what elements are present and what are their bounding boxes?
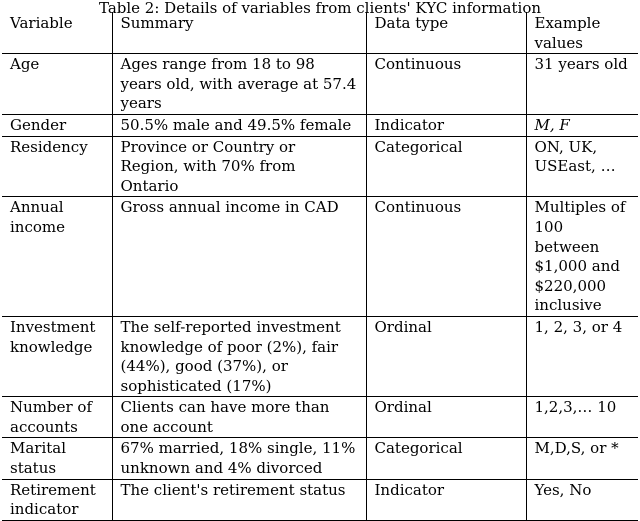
table-row bbox=[2, 438, 638, 479]
cell-data-type: Indicator bbox=[366, 479, 526, 520]
cell-variable: Retirement indicator bbox=[2, 479, 112, 520]
cell-example: M,D,S, or * bbox=[526, 438, 638, 479]
cell-variable: Annual income bbox=[2, 197, 112, 317]
cell-example: 1,2,3,… 10 bbox=[526, 397, 638, 438]
header-summary: Summary bbox=[112, 12, 366, 54]
cell-summary: The client's retirement status bbox=[112, 479, 366, 520]
cell-data-type: Indicator bbox=[366, 114, 526, 136]
cell-example: M, F bbox=[526, 114, 638, 136]
cell-variable: Age bbox=[2, 54, 112, 115]
cell-data-type: Ordinal bbox=[366, 397, 526, 438]
table-row bbox=[2, 316, 638, 396]
cell-summary: Gross annual income in CAD bbox=[112, 197, 366, 317]
cell-data-type: Categorical bbox=[366, 136, 526, 197]
cell-data-type: Ordinal bbox=[366, 316, 526, 396]
cell-summary: Province or Country or Region, with 70% from Ontario bbox=[112, 136, 366, 197]
cell-variable: Residency bbox=[2, 136, 112, 197]
cell-data-type: Categorical bbox=[366, 438, 526, 479]
cell-data-type: Continuous bbox=[366, 54, 526, 115]
table-row bbox=[2, 197, 638, 317]
cell-example: Multiples of 100 between $1,000 and $220,000 inclusive bbox=[526, 197, 638, 317]
cell-variable: Marital status bbox=[2, 438, 112, 479]
table-row bbox=[2, 397, 638, 438]
cell-data-type: Continuous bbox=[366, 197, 526, 317]
cell-summary: 50.5% male and 49.5% female bbox=[112, 114, 366, 136]
cell-variable: Number of accounts bbox=[2, 397, 112, 438]
table-caption: Table 2: Details of variables from clients' KYC information bbox=[98, 0, 542, 17]
cell-variable: Investment knowledge bbox=[2, 316, 112, 396]
table-header-row bbox=[2, 12, 638, 54]
header-data-type: Data type bbox=[366, 12, 526, 54]
table-row bbox=[2, 479, 638, 520]
cell-example: Yes, No bbox=[526, 479, 638, 520]
cell-summary: 67% married, 18% single, 11% unknown and 4% divorced bbox=[112, 438, 366, 479]
table-row bbox=[2, 136, 638, 197]
cell-variable: Gender bbox=[2, 114, 112, 136]
cell-summary: The self-reported investment knowledge of poor (2%), fair (44%), good (37%), or sophisticated (17%) bbox=[112, 316, 366, 396]
cell-summary: Ages range from 18 to 98 years old, with average at 57.4 years bbox=[112, 54, 366, 115]
table-row bbox=[2, 54, 638, 115]
cell-example: 1, 2, 3, or 4 bbox=[526, 316, 638, 396]
cell-summary: Clients can have more than one account bbox=[112, 397, 366, 438]
cell-example: 31 years old bbox=[526, 54, 638, 115]
kyc-variables-table bbox=[2, 12, 638, 521]
header-example-values: Example values bbox=[526, 12, 638, 54]
table-row bbox=[2, 114, 638, 136]
cell-example: ON, UK, USEast, … bbox=[526, 136, 638, 197]
header-variable: Variable bbox=[2, 12, 112, 54]
